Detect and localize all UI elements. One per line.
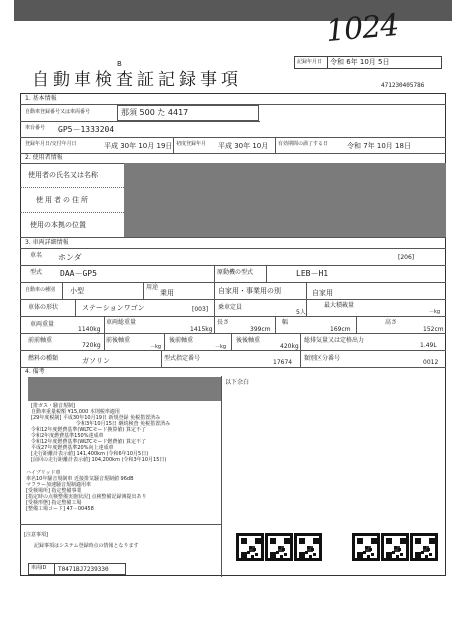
remarks-redaction: [28, 377, 222, 401]
rear-front-value: －kg: [215, 344, 227, 350]
type-no-label: 型式指定番号: [164, 355, 201, 362]
chassis-value: GP5－1333204: [58, 125, 115, 134]
maker-label: 車名: [30, 252, 43, 259]
doc-number: 471230405786: [381, 82, 425, 89]
qr-code-icon: [236, 533, 264, 561]
section1-heading: 1. 基本情報: [25, 95, 57, 102]
length-value: 399cm: [250, 326, 271, 333]
weight-value: 1140kg: [78, 326, 101, 333]
notes-line: 記録事項はシステム登録時点の情報となります: [34, 543, 139, 549]
remark-line: 自動車重量税額 ¥15,000 本則税率適用: [31, 409, 120, 415]
maker-code: [206]: [398, 254, 415, 261]
page-title: 自動車検査証記録事項: [32, 70, 242, 90]
kind-value: 小型: [70, 287, 84, 295]
remark-line: [排ガス・騒音規制]: [31, 403, 75, 409]
maker-value: ホンダ: [58, 253, 82, 262]
engine-label: 原動機の型式: [217, 269, 254, 276]
reg-label: 自動車登録番号又は車両番号: [25, 109, 91, 115]
remarks-blank-label: 以下余白: [225, 379, 250, 386]
class-label: 類別区分番号: [304, 355, 341, 362]
model-value: DAA－GP5: [60, 269, 97, 278]
first-reg-value: 平成 30年 10月 19日: [104, 142, 173, 150]
max-load-label: 最大積載量: [324, 302, 355, 309]
front-rear-value: －kg: [150, 344, 162, 350]
remark-line: マフラー加速騒音規制適用車: [26, 482, 92, 488]
qr-code-icon: [265, 533, 293, 561]
section2-heading: 2. 使用者情報: [25, 154, 63, 161]
kind-label: 自動車の種別: [25, 287, 56, 293]
first-reg-label: 登録年月日/交付年月日: [25, 141, 77, 147]
displacement-value: 1.49L: [420, 342, 437, 349]
qr-code-icon: [410, 533, 438, 561]
expiry-value: 令和 7年 10月 18日: [347, 142, 411, 150]
remark-line: [受検場所] 指定整備事業: [26, 488, 82, 494]
use-value: 乗用: [160, 289, 174, 297]
height-label: 高さ: [385, 319, 398, 326]
remark-line: ハイブリッド車: [26, 470, 61, 476]
issue-date: 令和 6年 10月 5日: [330, 58, 390, 66]
max-load-value: －kg: [429, 309, 441, 315]
model-label: 型式: [30, 269, 43, 276]
width-value: 169cm: [330, 326, 351, 333]
class-value: 0012: [423, 359, 439, 366]
fuel-label: 燃料の種類: [28, 355, 59, 362]
section3-heading: 3. 車両詳細情報: [25, 239, 69, 246]
body-code: [003]: [192, 306, 209, 313]
height-value: 152cm: [423, 326, 444, 333]
remark-line: 平成27年度燃費基準20%向上達成車: [31, 445, 114, 451]
gross-label: 車両総重量: [106, 319, 137, 326]
remark-line: [受検形態] 指定整備工場: [26, 500, 82, 506]
user-address-label: 使用者の住所: [36, 196, 90, 204]
qr-code-icon: [352, 533, 380, 561]
private-value: 自家用: [312, 289, 333, 297]
rear-axle-label: 後後軸重: [236, 337, 261, 344]
qr-code-icon: [381, 533, 409, 561]
handwritten-number: 1024: [324, 7, 400, 50]
vehicle-id-label: 車両ID: [31, 565, 47, 571]
remark-line: 車名10年騒音規制車 近接排気騒音規制値 96dB: [26, 476, 134, 482]
private-label: 自家用・事業用の別: [218, 287, 281, 295]
remark-line: 令和12年度燃費基準(WLTCモード燃費値) 算定不了: [31, 439, 146, 445]
remark-line: 令和12年度燃費基準(WLTCモード換算値) 算定不了: [31, 427, 146, 433]
front-rear-label: 前後軸重: [106, 337, 131, 344]
first-reg-date-value: 平成 30年 10月: [218, 142, 269, 150]
issue-date-label: 記録年月日: [297, 59, 323, 65]
fuel-value: ガソリン: [82, 357, 110, 365]
remark-line: 令和2年度燃費基準150%達成車: [31, 433, 104, 439]
vehicle-id-value: T0471BJ7239330: [58, 566, 109, 573]
displacement-label: 総排気量又は定格出力: [304, 337, 365, 344]
length-label: 長さ: [217, 319, 230, 326]
front-axle-value: 720kg: [82, 342, 101, 349]
engine-value: LEB－H1: [296, 269, 329, 278]
user-name-label: 使用者の氏名又は名称: [28, 171, 98, 179]
remark-line: [29年度税制] 平成30年10月19日 新規登録 免税措置済み: [31, 415, 161, 421]
remark-line: [指定時の点検整備実施状況] 点検整備記録簿提出あり: [26, 494, 147, 500]
rear-axle-value: 420kg: [280, 343, 299, 350]
chassis-label: 車台番号: [25, 125, 46, 131]
body-label: 車体の形状: [28, 304, 59, 311]
rear-front-label: 後前軸重: [169, 337, 194, 344]
width-label: 幅: [282, 319, 289, 326]
reg-value: 那須 500 た 4417: [121, 108, 189, 117]
remark-line: [前回の走行距離計表示値] 104,200km (令和3年10月15日): [31, 457, 167, 463]
use-label: 用途: [146, 284, 159, 291]
remark-line: 令和3年10月15日 継続検査 免税措置済み: [76, 421, 171, 427]
section4-heading: 4. 備考: [25, 368, 45, 375]
gross-value: 1415kg: [190, 326, 213, 333]
qr-code-icon: [294, 533, 322, 561]
base-location-label: 使用の本拠の位置: [30, 221, 86, 229]
expiry-label: 有効期間の満了する日: [278, 141, 329, 147]
user-info-redaction: [124, 163, 446, 237]
body-value: ステーションワゴン: [82, 304, 145, 312]
first-reg-date-label: 初度登録年月: [176, 141, 207, 147]
type-no-value: 17674: [273, 359, 293, 366]
weight-label: 車両重量: [30, 321, 55, 328]
notes-heading: [注意事項]: [24, 532, 48, 538]
capacity-label: 乗車定員: [218, 304, 243, 311]
remark-line: [整備工場コード] 47－00458: [26, 506, 94, 512]
remark-line: [走行距離計表示値] 141,400km (令和6年10月5日): [31, 451, 149, 457]
front-axle-label: 前前軸重: [28, 337, 53, 344]
letter-b: B: [117, 60, 122, 68]
capacity-value: 5人: [296, 309, 306, 316]
